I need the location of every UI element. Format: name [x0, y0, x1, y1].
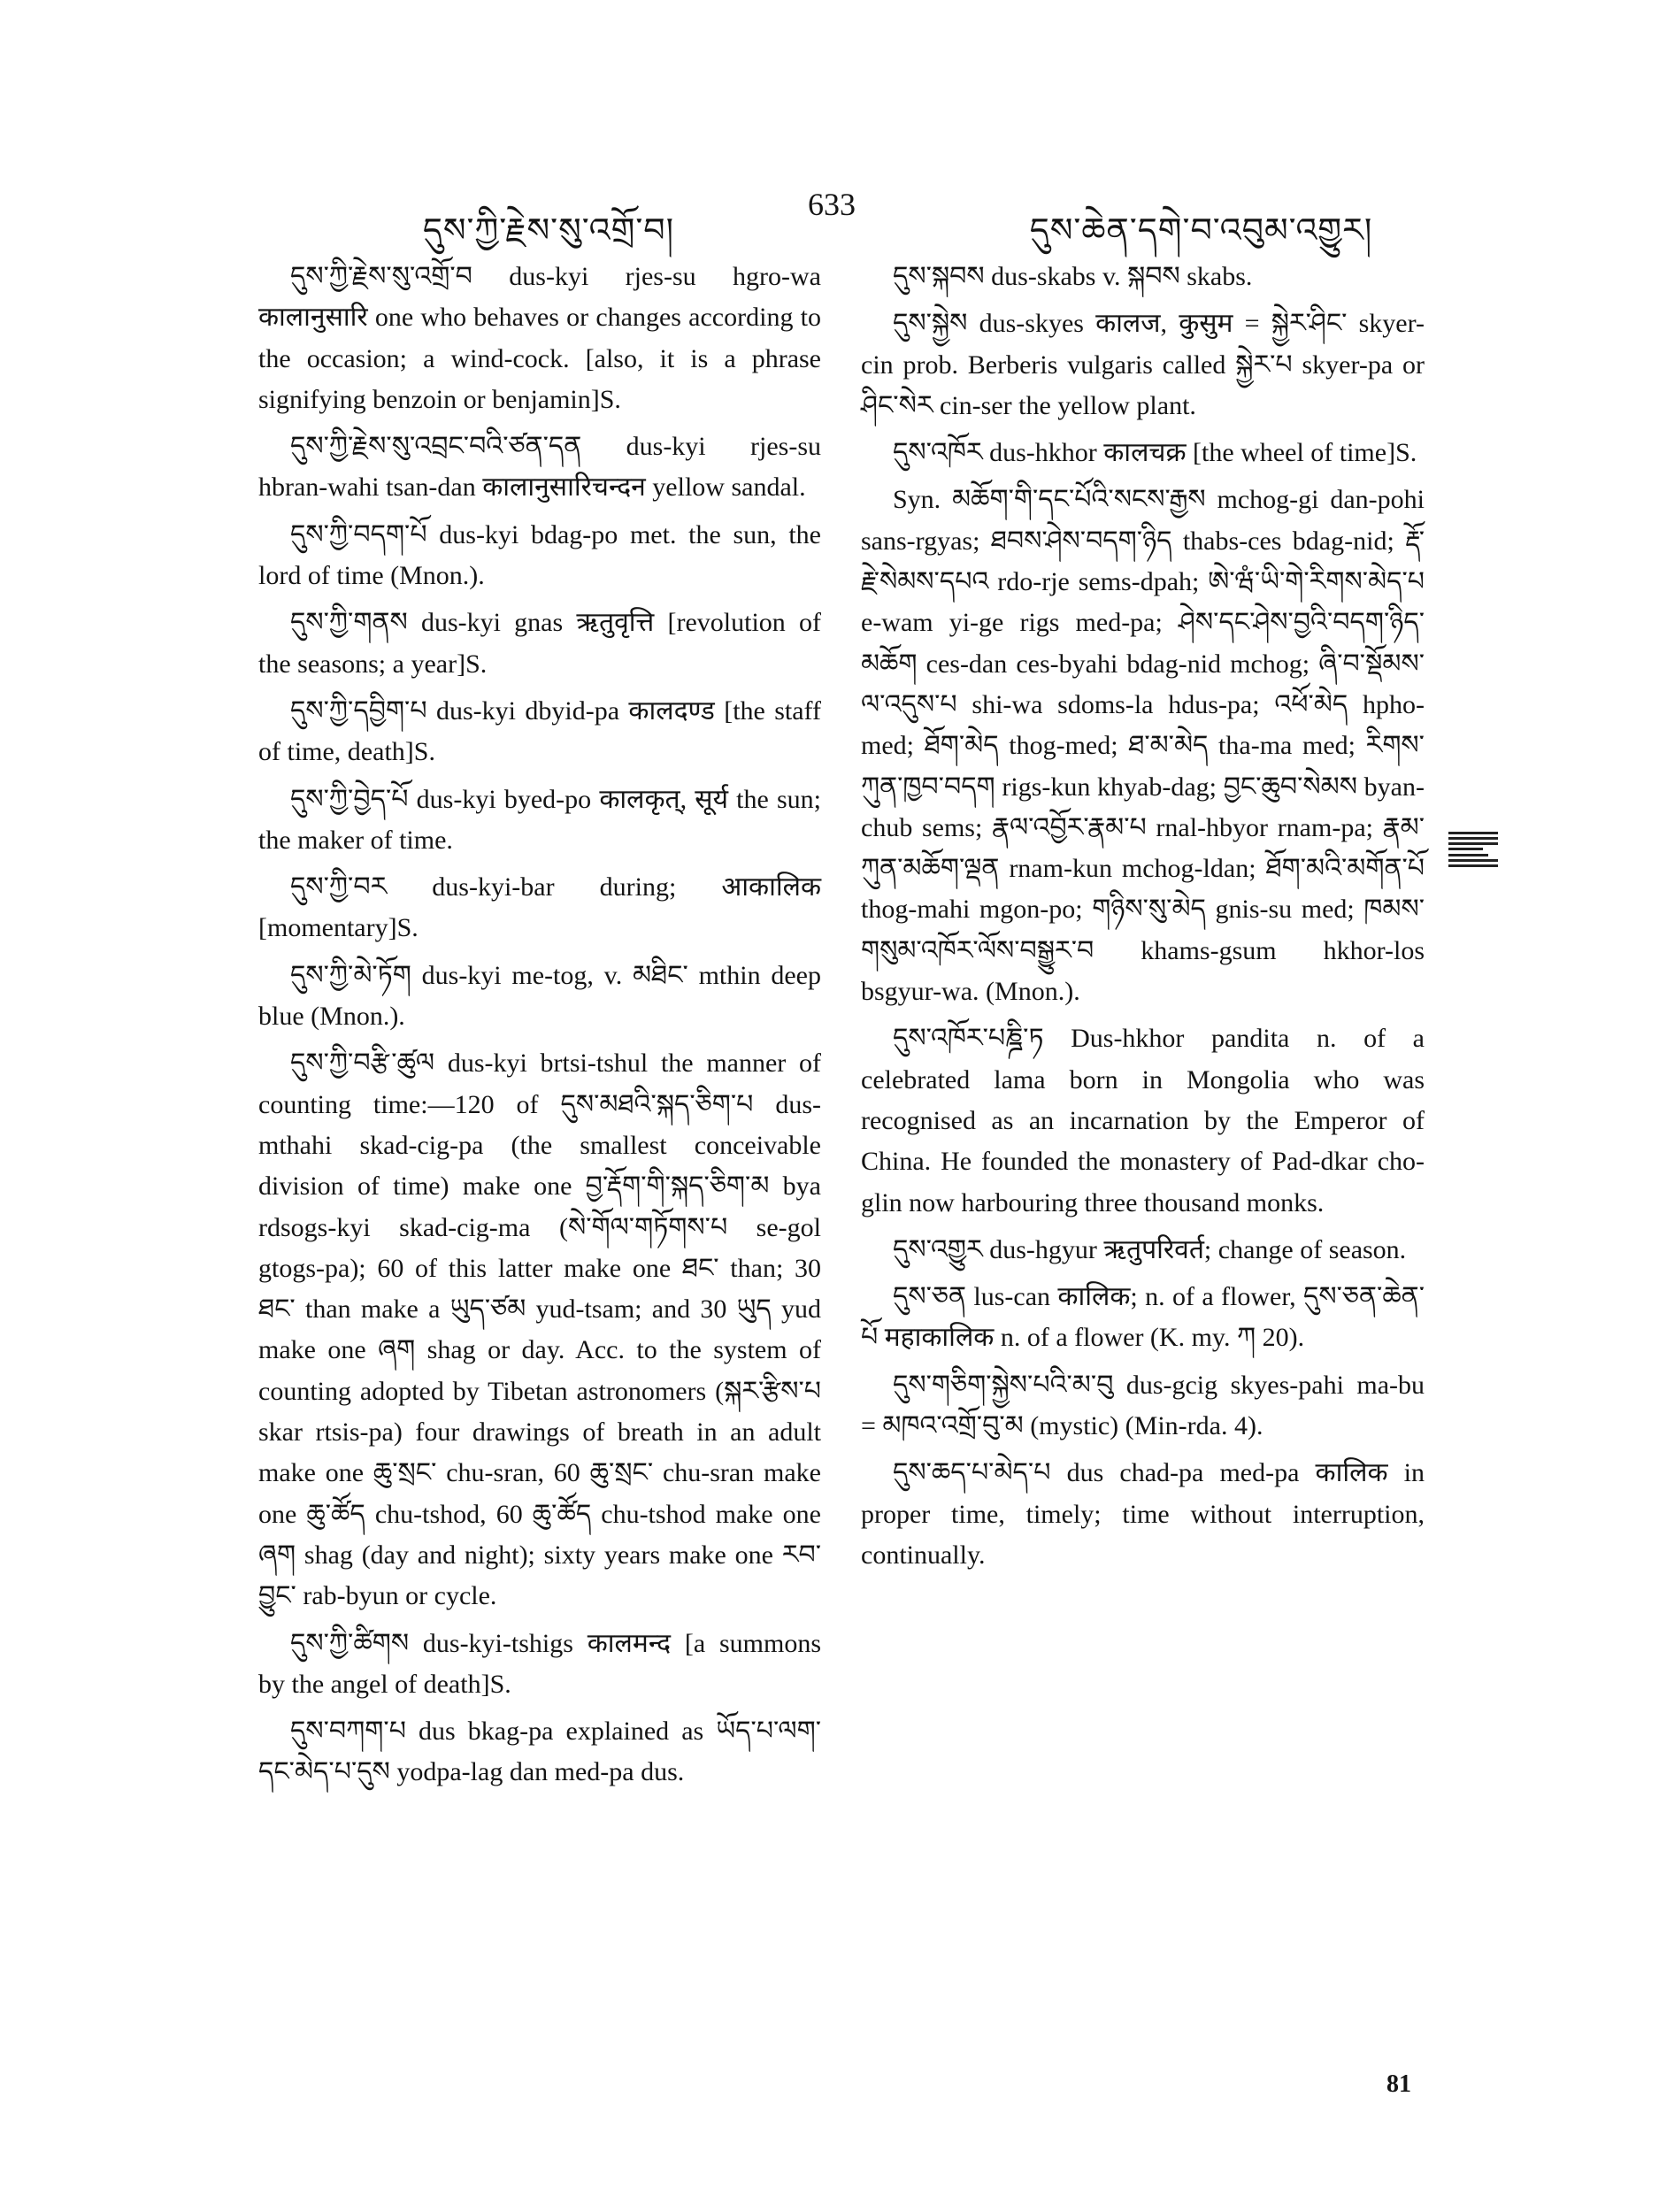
dictionary-entry: དུས་ཀྱི་རྗེས་སུ་འབྲང་བའི་ཙན་དན dus-kyi rjes-su hbran-wahi tsan-dan कालानुसारिचन्दन yellow sandal. — [258, 432, 821, 503]
dictionary-entry: དུས་ཀྱི་བར dus-kyi-bar during; आकालिक [momentary]S. — [258, 872, 821, 943]
dictionary-entry: དུས་ཀྱི་བདག་པོ dus-kyi bdag-po met. the sun, the lord of time (Mnon.). — [258, 519, 821, 591]
dictionary-entry: དུས་གཅིག་སྐྱེས་པའི་མ་བུ dus-gcig skyes-pahi ma-bu = མཁའ་འགྲོ་བུ་མ (mystic) (Min-rda. 4). — [861, 1370, 1425, 1441]
dictionary-entry: དུས་འཁོར་པཎྜི་ཏ Dus-hkhor pandita n. of a celebrated lama born in Mongolia who was recognised as an incarnation by the Emperor of China. He founded the monastery of Pad-dkar cho-glin now harbouring three thousand monks. — [861, 1024, 1425, 1217]
dictionary-entry: དུས་སྐབས dus-skabs v. སྐབས skabs. — [893, 262, 1253, 291]
dictionary-entry: དུས་བཀག་པ dus bkag-pa explained as ཡོད་པ་ལག་དང་མེད་པ་དུས yodpa-lag dan med-pa dus. — [258, 1717, 821, 1787]
dictionary-entry: དུས་ཀྱི་མེ་ཏོག dus-kyi me-tog, v. མཐིང་ mthin deep blue (Mnon.). — [258, 960, 821, 1032]
dictionary-entry: དུས་ཅན lus-can कालिक; n. of a flower, དུས་ཅན་ཆེན་པོ महाकालिक n. of a flower (K. my. ཀ 20). — [861, 1282, 1425, 1353]
signature-number: 81 — [1386, 2070, 1411, 2098]
dictionary-entry: Syn. མཆོག་གི་དང་པོའི་སངས་རྒྱས mchog-gi dan-pohi sans-rgyas; ཐབས་ཤེས་བདག་ཉིད thabs-ces bdag-nid; རྡོ་རྗེ་སེམས་དཔའ rdo-rje sems-dpah; ཨེ་ཝཾ་ཡི་གེ་རིགས་མེད་པ e-wam yi-ge rigs med-pa; ཤེས་དང་ཤེས་བྱའི་བདག་ཉིད་མཆོག ces-dan ces-byahi bdag-nid mchog; ཞི་བ་སྡོམས་ལ་འདུས་པ shi-wa sdoms-la hdus-pa; འཕོ་མེད hpho-med; ཐོག་མེད thog-med; ཐ་མ་མེད tha-ma med; རིགས་ཀུན་ཁྱབ་བདག rigs-kun khyab-dag; བྱང་ཆུབ་སེམས byan-chub sems; རྣལ་འབྱོར་རྣམ་པ rnal-hbyor rnam-pa; རྣམ་ཀུན་མཆོག་ལྡན rnam-kun mchog-ldan; ཐོག་མའི་མགོན་པོ thog-mahi mgon-po; གཉིས་སུ་མེད gnis-su med; ཁམས་གསུམ་འཁོར་ལོས་བསྒྱུར་བ khams-gsum hkhor-los bsgyur-wa. (Mnon.). — [861, 485, 1425, 1007]
dictionary-entry: དུས་སྐྱེས dus-skyes कालज, कुसुम = སྐྱེར་ཤིང་ skyer-cin prob. Berberis vulgaris called སྐྱེར་པ skyer-pa or ཤིང་སེར cin-ser the yellow plant. — [861, 309, 1425, 420]
thumb-index-mark — [1448, 832, 1498, 867]
dictionary-entry: དུས་ཀྱི་བརྩི་ཚུལ dus-kyi brtsi-tshul the manner of counting time:—120 of དུས་མཐའི་སྐད་ཅིག་པ dus-mthahi skad-cig-pa (the smallest conceivable division of time) make one བྱ་རྡོག་གི་སྐད་ཅིག་མ bya rdsogs-kyi skad-cig-ma (སེ་གོལ་གཏོགས་པ se-gol gtogs-pa); 60 of this latter make one ཐང་ than; 30 ཐང་ than make a ཡུད་ཙམ yud-tsam; and 30 ཡུད yud make one ཞག shag or day. Acc. to the system of counting adopted by Tibetan astronomers (སྐར་རྩིས་པ skar rtsis-pa) four drawings of breath in an adult make one ཆུ་སྲང་ chu-sran, 60 ཆུ་སྲང་ chu-sran make one ཆུ་ཚོད chu-tshod, 60 ཆུ་ཚོད chu-tshod make one ཞག shag (day and night); sixty years make one རབ་བྱུང་ rab-byun or cycle. — [258, 1048, 821, 1611]
dictionary-entry: དུས་ཀྱི་རྗེས་སུ་འགྲོ་བ dus-kyi rjes-su hgro-wa कालानुसारि one who behaves or changes according to the occasion; a wind-cock. [also, it is a phrase signifying benzoin or benjamin]S. — [258, 262, 821, 414]
dictionary-entry: དུས་འགྱུར dus-hgyur ऋतुपरिवर्त; change of season. — [893, 1234, 1407, 1264]
dictionary-entry: དུས་ཀྱི་བྱེད་པོ dus-kyi byed-po कालकृत्, सूर्य the sun; the maker of time. — [258, 784, 821, 855]
dictionary-entry: དུས་ཀྱི་ཚིགས dus-kyi-tshigs कालमन्द [a summons by the angel of death]S. — [258, 1628, 821, 1699]
dictionary-entry: དུས་ཆད་པ་མེད་པ dus chad-pa med-pa कालिक in proper time, timely; time without interruption, continually. — [861, 1458, 1425, 1570]
dictionary-entry: དུས་འཁོར dus-hkhor कालचक्र [the wheel of time]S. — [893, 438, 1417, 468]
right-column — [861, 257, 1425, 1582]
running-head-left: དུས་ཀྱི་རྗེས་སུ་འགྲོ་བ། — [422, 211, 675, 250]
dictionary-entry: དུས་ཀྱི་གནས dus-kyi gnas ऋतुवृत्ति [revolution of the seasons; a year]S. — [258, 608, 821, 679]
dictionary-entry: དུས་ཀྱི་དབྱིག་པ dus-kyi dbyid-pa कालदण्ड [the staff of time, death]S. — [258, 695, 821, 767]
page-number: 633 — [808, 187, 856, 222]
left-column — [258, 257, 821, 1800]
running-head-right: དུས་ཆེན་དགེ་བ་འབུམ་འགྱུར། — [1029, 211, 1373, 250]
